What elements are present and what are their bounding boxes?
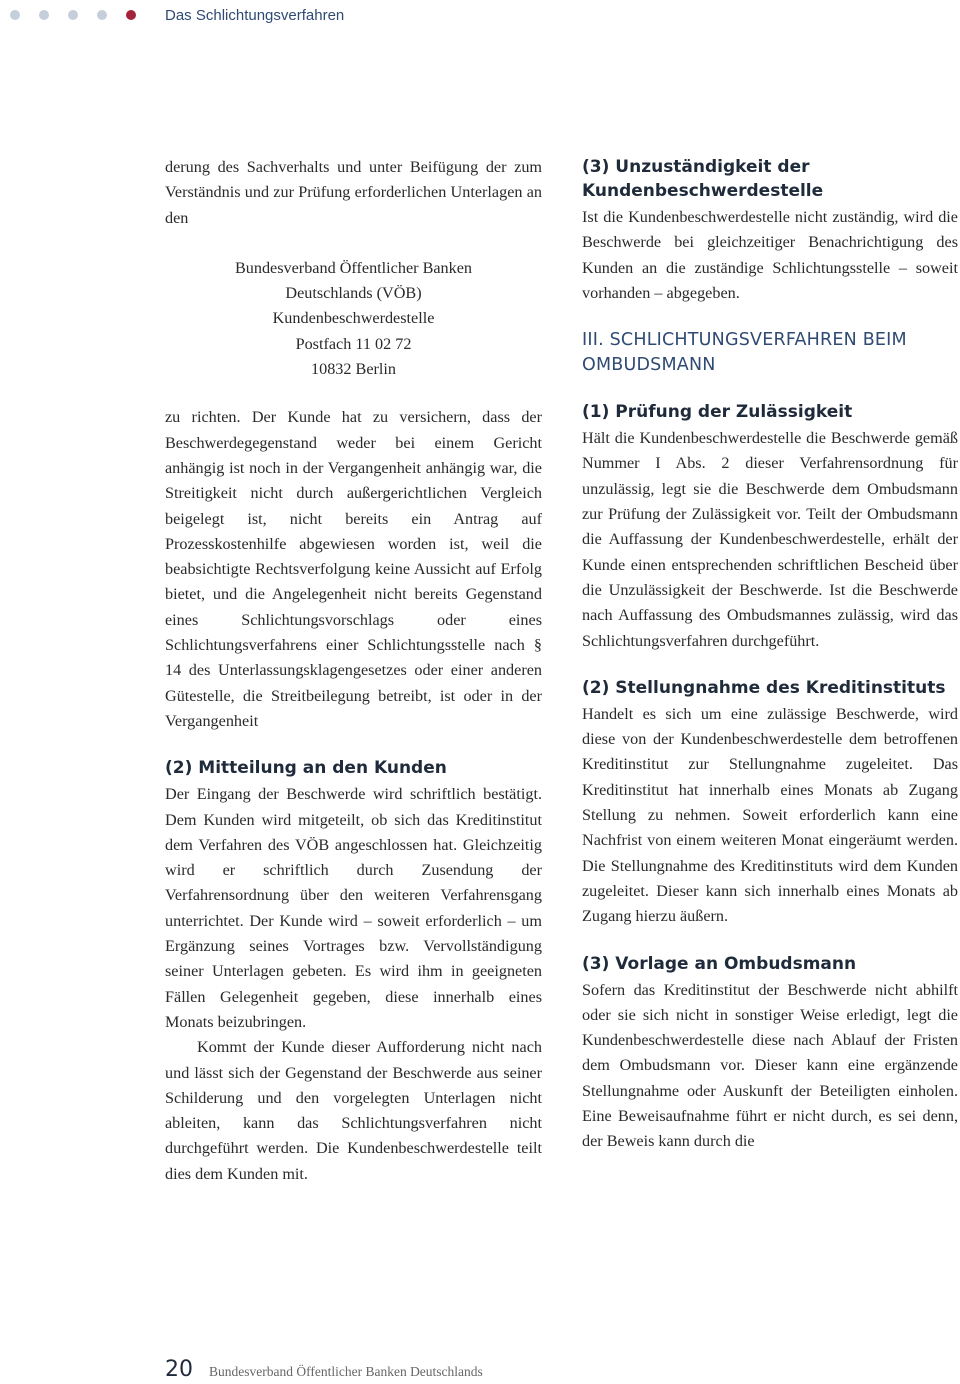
- footer-text: Bundesverband Öffentlicher Banken Deutschlands: [209, 1364, 483, 1379]
- left-column: [165, 155, 542, 1187]
- address-line: 10832 Berlin: [311, 360, 396, 379]
- section-heading: (2) Stellungnahme des Kreditinstituts: [582, 677, 946, 698]
- section-heading: (3) Vorlage an Ombudsmann: [582, 953, 857, 974]
- address-line: Postfach 11 02 72: [295, 334, 412, 353]
- nav-dot-icon: [10, 10, 20, 20]
- paragraph: Hält die Kundenbeschwerdestelle die Beschwerde gemäß Nummer I Abs. 2 dieser Verfahrensordnung für unzulässig, legt sie die Beschwerde dem Ombudsmann zur Prüfung der Zulässigkeit vor. Teilt der Ombudsmann die Auffassung der Kundenbeschwerdestelle, erhält der Kunde einen entsprechenden schriftlichen Bescheid über die Unzulässigkeit der Beschwerde. Ist die Beschwerde nach Auffassung des Ombudsmannes zulässig, wird das Schlichtungsverfahren durchgeführt.: [582, 429, 958, 650]
- intro-paragraph: derung des Sachverhalts und unter Beifügung der zum Verständnis und zur Prüfung erforderlichen Unterlagen an den: [165, 158, 542, 227]
- section-heading: (1) Prüfung der Zulässigkeit: [582, 402, 853, 423]
- paragraph: Kommt der Kunde dieser Aufforderung nicht nach und lässt sich der Gegenstand der Beschwerde aus seiner Schilderung und den vorgelegten Unterlagen nicht ableiten, kann das Schlichtungsverfahren nicht durchgeführt werden. Die Kundenbeschwerdestelle teilt dies dem Kunden mit.: [165, 1038, 542, 1183]
- address-line: Deutschlands (VÖB): [285, 284, 422, 303]
- paragraph: Handelt es sich um eine zulässige Beschwerde, wird diese von der Kundenbeschwerdestelle dem betroffenen Kreditinstitut zur Stellungnahme zugeleitet. Das Kreditinstitut hat innerhalb eines Monats ab Zugang Stellung zu nehmen. Soweit erforderlich kann eine Nachfrist von einem weiteren Monat eingeräumt werden. Die Stellungnahme des Kreditinstituts wird dem Kunden zugeleitet. Dieser kann sich innerhalb eines Monats ab Zugang hierzu äußern.: [582, 704, 958, 926]
- address-line: Kundenbeschwerdestelle: [272, 309, 435, 328]
- address-line: Bundesverband Öffentlicher Banken: [234, 258, 473, 277]
- page-header: [10, 4, 344, 26]
- paragraph: Sofern das Kreditinstitut der Beschwerde nicht abhilft oder sie sich nicht in sonstiger Weise erledigt, legt die Kundenbeschwerdestelle diese nach Ablauf der Fristen dem Ombudsmann vor. Dieser kann eine ergänzende Stellungnahme oder Auskunft der Beteiligten einholen. Eine Beweisaufnahme führt er nicht durch, es sei denn, der Beweis kann durch die: [582, 980, 958, 1151]
- page-footer: [165, 1357, 483, 1382]
- paragraph: Ist die Kundenbeschwerdestelle nicht zuständig, wird die Beschwerde bei gleichzeitiger Benachrichtigung des Kunden an die zuständige Schlichtungsstelle – soweit vorhanden – abgegeben.: [582, 208, 958, 302]
- nav-dot-icon: [68, 10, 78, 20]
- address-block: [165, 256, 542, 382]
- chapter-heading: III. SCHLICHTUNGSVERFAHREN BEIM OMBUDSMANN: [582, 330, 907, 376]
- paragraph: Der Eingang der Beschwerde wird schriftlich bestätigt. Dem Kunden wird mitgeteilt, ob sich das Kreditinstitut dem Verfahren des VÖB angeschlossen hat. Gleichzeitig wird er schriftlich durch Zusendung der Verfahrensordnung über den weiteren Verfahrensgang unterrichtet. Der Kunde wird – soweit erforderlich – um Ergänzung seines Vortrages bzw. Vervollständigung seiner Unterlagen gebeten. Es wird ihm in geeigneten Fällen Gelegenheit gegeben, diese innerhalb eines Monats beizubringen.: [165, 785, 542, 1031]
- section-heading: (3) Unzuständigkeit der Kundenbeschwerdestelle: [582, 157, 824, 201]
- page-number: 20: [165, 1357, 193, 1382]
- section-heading: (2) Mitteilung an den Kunden: [165, 758, 447, 779]
- nav-dot-icon: [39, 10, 49, 20]
- paragraph: zu richten. Der Kunde hat zu versichern, dass der Beschwerdegegenstand weder bei einem Gericht anhängig ist noch in der Vergangenheit anhängig war, die Streitigkeit nicht durch außergerichtlichen Vergleich beigelegt ist, nicht bereits ein Antrag auf Prozesskostenhilfe abgewiesen worden ist, weil die beabsichtigte Rechtsverfolgung keine Aussicht auf Erfolg bietet, und die Angelegenheit nicht bereits Gegenstand eines Schlichtungsvorschlags oder eines Schlichtungsverfahrens einer Schlichtungsstelle nach § 14 des Unterlassungsklagengesetzes oder einer anderen Gütestelle, die Streitbeilegung betreibt, ist oder in der Vergangenheit: [165, 408, 542, 730]
- header-title: Das Schlichtungsverfahren: [165, 6, 345, 24]
- nav-dot-icon: [97, 10, 107, 20]
- right-column: [582, 155, 958, 1155]
- nav-dot-active-icon: [126, 10, 136, 20]
